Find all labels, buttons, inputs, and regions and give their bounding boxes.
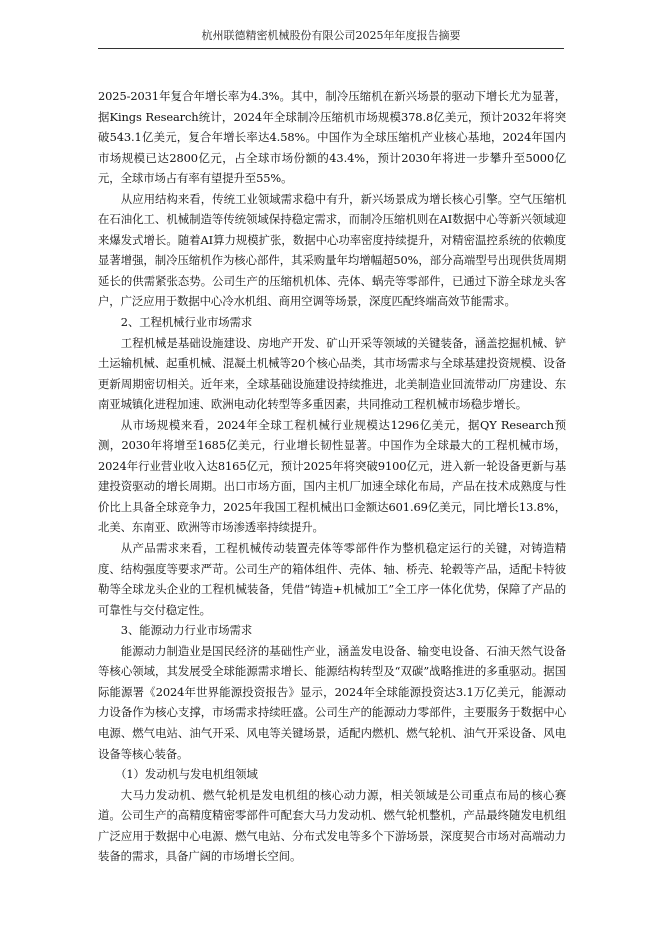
heading-construction-machinery: 2、工程机械行业市场需求 bbox=[120, 315, 253, 330]
paragraph-construction-products: 从产品需求来看，工程机械传动装置壳体等零部件作为整机稳定运行的关键，对铸造精度、结构强度等要求严苛。公司生产的箱体组件、壳体、轴、桥壳、轮毂等产品，适配卡特彼勒等全球龙头企业的工程机械装备，凭借“铸造+机械加工”全工序一体化优势，保障了产品的可靠性与交付稳定性。 bbox=[98, 541, 566, 617]
paragraph-construction-overview: 工程机械是基础设施建设、房地产开发、矿山开采等领域的关键装备，涵盖挖掘机械、铲土运输机械、起重机械、混凝土机械等20个核心品类，其市场需求与全球基建投资规模、设备更新周期密切相关。近年来，全球基础设施建设持续推进，北美制造业回流带动厂房建设、东南亚城镇化进程加速、欧洲电动化转型等多重因素，共同推动工程机械市场稳步增长。 bbox=[98, 335, 566, 412]
report-body bbox=[98, 86, 566, 867]
page-header: 杭州联德精密机械股份有限公司2025年年度报告摘要 bbox=[98, 27, 564, 49]
paragraph-construction-market-size: 从市场规模来看，2024年全球工程机械行业规模达1296亿美元，据QY Research预测，2030年将增至1685亿美元，行业增长韧性显著。中国作为全球最大的工程机械市场，2024年行业营业收入达8165亿元，预计2025年将突破9100亿元，进入新一轮设备更新与基建投资驱动的增长周期。出口市场方面，国内主机厂加速全球化布局，产品在技术成熟度与性价比上具备全球竞争力，2025年我国工程机械出口金额达601.69亿美元，同比增长13.8%，北美、东南亚、欧洲等市场渗透率持续提升。 bbox=[98, 417, 566, 535]
heading-energy-power: 3、能源动力行业市场需求 bbox=[120, 623, 253, 638]
paragraph-compressor-market: 2025-2031年复合年增长率为4.3%。其中，制冷压缩机在新兴场景的驱动下增长尤为显著，据Kings Research统计，2024年全球制冷压缩机市场规模378.8亿美元，预计2032年将突破543.1亿美元，复合年增长率达4.58%。中国作为全球压缩机产业核心基地，2024年国内市场规模已达2800亿元，占全球市场份额的43.4%，预计2030年将进一步攀升至5000亿元，全球市场占有率有望提升至55%。 bbox=[98, 89, 566, 186]
paragraph-engine-generator: 大马力发动机、燃气轮机是发电机组的核心动力源，相关领域是公司重点布局的核心赛道。公司生产的高精度精密零部件可配套大马力发动机、燃气轮机整机，产品最终随发电机组广泛应用于数据中心电源、燃气电站、分布式发电等多个下游场景，深度契合市场对高端动力装备的需求，具备广阔的市场增长空间。 bbox=[98, 787, 566, 864]
paragraph-application-structure: 从应用结构来看，传统工业领域需求稳中有升，新兴场景成为增长核心引擎。空气压缩机在石油化工、机械制造等传统领域保持稳定需求，而制冷压缩机则在AI数据中心等新兴领域迎来爆发式增长。随着AI算力规模扩张，数据中心功率密度持续提升，对精密温控系统的依赖度显著增强，制冷压缩机作为核心部件，其采购量年均增幅超50%，部分高端型号出现供货周期延长的供需紧张态势。公司生产的压缩机机体、壳体、蜗壳等零部件，已通过下游全球龙头客户，广泛应用于数据中心冷水机组、商用空调等场景，深度匹配终端高效节能需求。 bbox=[98, 191, 566, 309]
paragraph-energy-overview: 能源动力制造业是国民经济的基础性产业，涵盖发电设备、输变电设备、石油天然气设备等核心领域，其发展受全球能源需求增长、能源结构转型及“双碳”战略推进的多重驱动。据国际能源署《2024年世界能源投资报告》显示，2024年全球能源投资达3.1万亿美元，能源动力设备作为核心支撑，市场需求持续旺盛。公司生产的能源动力零部件，主要服务于数据中心电源、燃气电站、油气开采、风电等关键场景，适配内燃机、燃气轮机、油气开采设备、风电设备等核心装备。 bbox=[98, 643, 566, 761]
heading-engine-generator: （1）发动机与发电机组领域 bbox=[115, 767, 258, 782]
